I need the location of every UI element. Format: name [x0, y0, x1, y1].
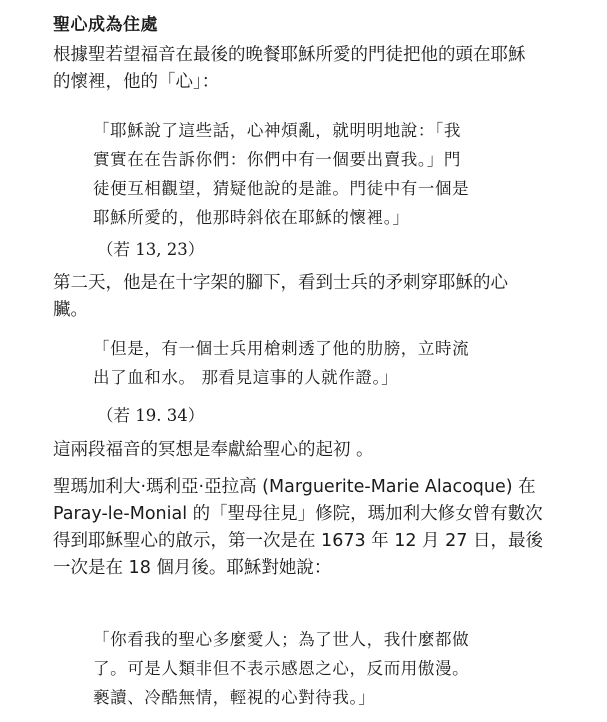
quote-line: 褻讀、冷酷無情，輕視的心對待我。」	[93, 688, 376, 707]
paragraph-line: 這兩段福音的冥想是奉獻給聖心的起初 。	[53, 440, 374, 460]
scripture-reference: （若 19. 34）	[97, 406, 205, 425]
quote-line: 出了血和水。 那看見這事的人就作證。」	[93, 368, 399, 387]
section-heading: 聖心成為住處	[53, 15, 158, 35]
quote-line: 「你看我的聖心多麼愛人；為了世人，我什麼都做	[93, 630, 470, 649]
quote-line: 「但是，有一個士兵用槍刺透了他的肋膀，立時流	[93, 339, 470, 358]
gospel-quote-john-13	[93, 116, 543, 232]
quote-line: 了。可是人類非但不表示感恩之心，反而用傲漫。	[93, 659, 470, 678]
quote-line: 實實在在告訴你們：你們中有一個要出賣我。」門	[93, 150, 461, 169]
jesus-words-quote	[93, 625, 543, 712]
margaret-mary-paragraph	[53, 474, 583, 582]
paragraph-line: Paray-le-Monial 的「聖母往見」修院，瑪加利大修女曾有數次	[53, 504, 543, 524]
quote-line: 徒便互相觀望，猜疑他說的是誰。門徒中有一個是	[93, 179, 470, 198]
paragraph-line: 一次是在 18 個月後。耶穌對她說：	[53, 558, 332, 578]
paragraph-line: 得到耶穌聖心的啟示，第一次是在 1673 年 12 月 27 日，最後	[53, 531, 543, 551]
intro-line: 的懷裡，他的「心」：	[53, 72, 220, 92]
meditation-paragraph	[53, 437, 583, 464]
paragraph-line: 第二天，他是在十字架的腳下，看到士兵的矛刺穿耶穌的心	[53, 273, 508, 293]
quote-line: 耶穌所愛的，他那時斜依在耶穌的懷裡。」	[93, 208, 410, 227]
quote-line: 「耶穌說了這些話，心神煩亂，就明明地說：「我	[93, 121, 461, 140]
intro-paragraph	[53, 42, 583, 96]
second-day-paragraph	[53, 270, 583, 324]
scripture-reference: （若 13, 23）	[97, 240, 205, 259]
intro-line: 根據聖若望福音在最後的晚餐耶穌所愛的門徒把他的頭在耶穌	[53, 45, 526, 65]
paragraph-line: 聖瑪加利大·瑪利亞·亞拉高 (Marguerite-Marie Alacoque) 在	[53, 477, 536, 497]
paragraph-line: 臟。	[53, 300, 88, 320]
gospel-quote-john-19	[93, 334, 543, 392]
